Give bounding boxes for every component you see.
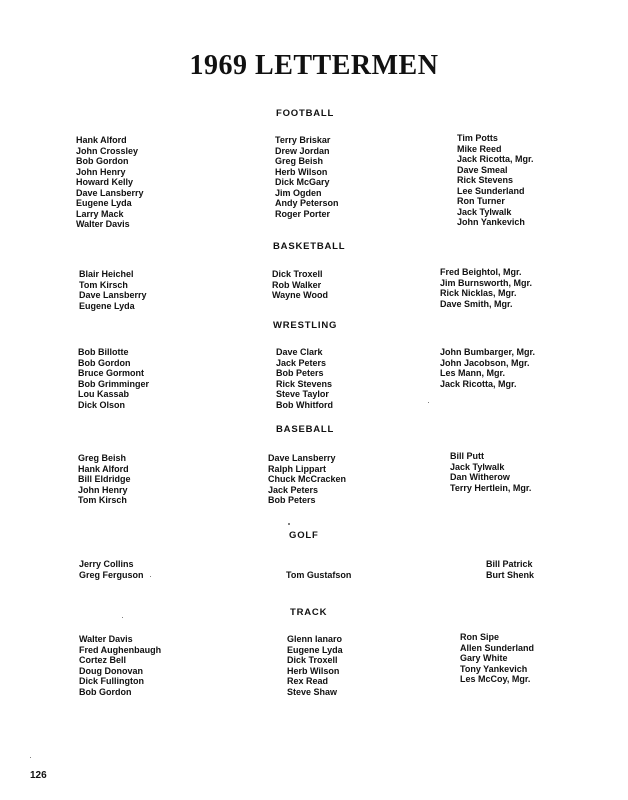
letterman-name: Ron Turner (457, 196, 505, 206)
section-heading-baseball: BASEBALL (276, 424, 335, 435)
track-column-1 (79, 634, 161, 697)
letterman-name: Walter Davis (76, 219, 130, 229)
letterman-name: Cortez Bell (79, 655, 127, 665)
letterman-name: Jack Ricotta, Mgr. (440, 378, 517, 389)
basketball-column-3 (440, 267, 532, 309)
page-number: 126 (30, 770, 47, 781)
letterman-name: Jack Tylwalk (457, 206, 512, 217)
football-column-1 (76, 135, 144, 230)
letterman-name: Lou Kassab (78, 389, 130, 399)
track-column-2 (287, 634, 343, 697)
section-heading-track: TRACK (290, 607, 328, 618)
letterman-name: Eugene Lyda (76, 198, 132, 208)
football-column-3 (457, 133, 534, 228)
letterman-name: John Yankevich (457, 217, 525, 227)
letterman-name: Bill Eldridge (78, 474, 131, 484)
baseball-column-2 (268, 453, 346, 506)
letterman-name: Dave Clark (276, 347, 323, 357)
page-title: 1969 LETTERMEN (189, 50, 439, 81)
letterman-name: Allen Sunderland (460, 642, 535, 653)
letterman-name: Blair Heichel (79, 269, 134, 279)
letterman-name: Chuck McCracken (268, 474, 347, 484)
letterman-name: Drew Jordan (275, 145, 330, 156)
letterman-name: Dave Smeal (457, 164, 508, 175)
section-heading-football: FOOTBALL (276, 108, 335, 119)
letterman-name: Jack Peters (268, 484, 319, 495)
letterman-name: Eugene Lyda (79, 300, 135, 311)
letterman-name: John Crossley (76, 145, 139, 156)
letterman-name: Burt Shenk (486, 569, 535, 580)
letterman-name: Eugene Lyda (287, 644, 343, 655)
letterman-name: Dick McGary (275, 177, 330, 187)
letterman-name: Dave Lansberry (79, 290, 147, 300)
section-heading-wrestling: WRESTLING (273, 320, 338, 331)
letterman-name: Dick Fullington (79, 676, 144, 686)
letterman-name: Tom Gustafson (286, 570, 352, 580)
letterman-name: Fred Beightol, Mgr. (440, 267, 522, 277)
golf-column-3 (486, 559, 534, 580)
letterman-name: Bill Patrick (486, 559, 533, 569)
letterman-name: Dave Lansberry (268, 453, 336, 463)
letterman-name: Dan Witherow (450, 472, 510, 482)
baseball-column-1 (78, 453, 131, 506)
letterman-name: Mike Reed (457, 143, 502, 154)
letterman-name: Steve Shaw (287, 686, 338, 697)
letterman-name: Rick Nicklas, Mgr. (440, 288, 517, 298)
football-column-2 (275, 135, 339, 219)
letterman-name: Terry Hertlein, Mgr. (450, 482, 532, 493)
letterman-name: John Jacobson, Mgr. (440, 357, 530, 368)
letterman-name: Roger Porter (275, 208, 331, 219)
letterman-name: Walter Davis (79, 634, 133, 644)
letterman-name: Bob Gordon (78, 357, 131, 368)
letterman-name: Lee Sunderland (457, 185, 525, 196)
basketball-column-1 (79, 269, 147, 311)
letterman-name: Rick Stevens (457, 175, 514, 185)
letterman-name: Dick Troxell (272, 269, 323, 279)
letterman-name: Tim Potts (457, 133, 498, 143)
letterman-name: Terry Briskar (275, 135, 331, 145)
letterman-name: Greg Ferguson (79, 569, 144, 580)
letterman-name: Wayne Wood (272, 290, 328, 300)
letterman-name: Bob Gordon (79, 686, 132, 697)
golf-column-1 (79, 559, 144, 580)
letterman-name: Tom Kirsch (78, 495, 127, 505)
letterman-name: Jack Ricotta, Mgr. (457, 154, 534, 164)
letterman-name: Steve Taylor (276, 389, 329, 399)
letterman-name: Gary White (460, 653, 508, 663)
letterman-name: Glenn Ianaro (287, 634, 343, 644)
letterman-name: Bob Whitford (276, 399, 333, 410)
letterman-name: John Henry (78, 484, 128, 495)
letterman-name: Greg Beish (275, 156, 324, 166)
letterman-name: Dick Olson (78, 399, 126, 410)
scan-speck (122, 617, 123, 618)
letterman-name: Greg Beish (78, 453, 127, 463)
section-heading-basketball: BASKETBALL (273, 241, 346, 252)
scan-speck (288, 523, 290, 525)
wrestling-column-2 (276, 347, 333, 410)
section-heading-golf: GOLF (289, 530, 319, 541)
letterman-name: Ralph Lippart (268, 463, 326, 474)
letterman-name: Les McCoy, Mgr. (460, 674, 531, 684)
letterman-name: John Henry (76, 166, 126, 177)
letterman-name: Jim Ogden (275, 187, 322, 198)
wrestling-column-3 (440, 347, 535, 389)
letterman-name: Bob Gordon (76, 156, 129, 166)
scan-speck (150, 576, 151, 577)
letterman-name: Howard Kelly (76, 177, 134, 187)
letterman-name: Les Mann, Mgr. (440, 368, 506, 378)
letterman-name: Bill Putt (450, 451, 484, 461)
wrestling-column-1 (78, 347, 149, 410)
track-column-3 (460, 632, 534, 685)
letterman-name: Herb Wilson (287, 665, 340, 676)
letterman-name: Doug Donovan (79, 665, 143, 676)
letterman-name: Bob Billotte (78, 347, 129, 357)
letterman-name: Hank Alford (78, 463, 129, 474)
letterman-name: Jack Peters (276, 357, 327, 368)
golf-column-2 (286, 570, 351, 581)
letterman-name: Andy Peterson (275, 198, 339, 208)
baseball-column-3 (450, 451, 531, 493)
letterman-name: Bruce Gormont (78, 368, 145, 378)
letterman-name: Ron Sipe (460, 632, 500, 642)
letterman-name: Larry Mack (76, 208, 124, 219)
letterman-name: Bob Peters (268, 495, 316, 505)
basketball-column-2 (272, 269, 328, 301)
letterman-name: Bob Grimminger (78, 378, 150, 389)
letterman-name: Jack Tylwalk (450, 461, 505, 472)
letterman-name: Dave Lansberry (76, 187, 144, 198)
letterman-name: Rick Stevens (276, 378, 333, 389)
letterman-name: Tony Yankevich (460, 663, 528, 674)
letterman-name: John Bumbarger, Mgr. (440, 347, 536, 357)
letterman-name: Tom Kirsch (79, 279, 128, 290)
letterman-name: Rex Read (287, 676, 329, 686)
scan-speck (428, 402, 429, 403)
letterman-name: Jim Burnsworth, Mgr. (440, 277, 533, 288)
scan-speck (30, 757, 31, 758)
letterman-name: Herb Wilson (275, 166, 328, 177)
letterman-name: Jerry Collins (79, 559, 134, 569)
letterman-name: Bob Peters (276, 368, 324, 378)
letterman-name: Dick Troxell (287, 655, 338, 665)
letterman-name: Hank Alford (76, 135, 127, 145)
letterman-name: Dave Smith, Mgr. (440, 298, 513, 309)
letterman-name: Rob Walker (272, 279, 322, 290)
letterman-name: Fred Aughenbaugh (79, 644, 162, 655)
